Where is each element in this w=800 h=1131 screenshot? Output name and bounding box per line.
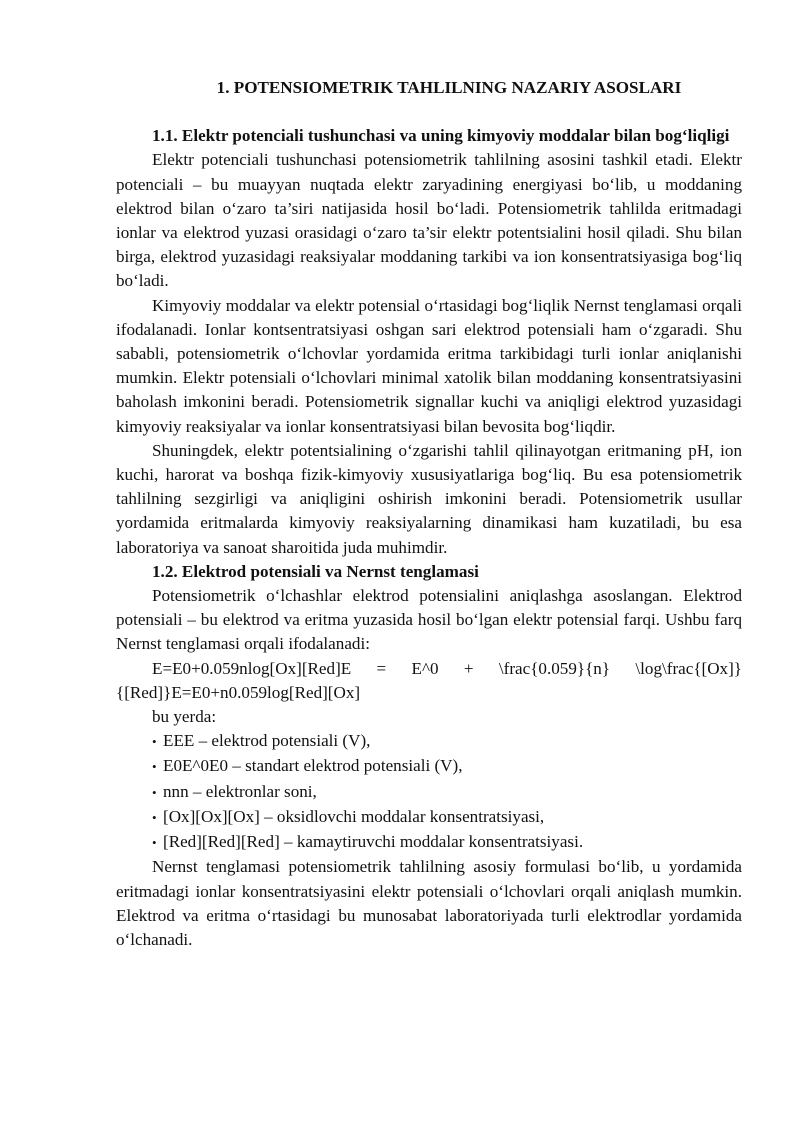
section-title-1-1: 1.1. Elektr potenciali tushunchasi va uning kimyoviy moddalar bilan bog‘liqligi [152,126,730,146]
chapter-title: 1. POTENSIOMETRIK TAHLILNING NAZARIY ASOSLARI [216,78,682,97]
bullet-icon: • [152,784,157,800]
bullet-icon: • [152,759,157,775]
paragraph: Kimyoviy moddalar va elektr potensial o‘rtasidagi bog‘liqlik Nernst tenglamasi orqali ifodalanadi. Ionlar kontsentratsiyasi oshgan sari elektrod potensiali ham o‘zgaradi. Shu sababli, potensiometrik o‘lchovlar yordamida eritma tarkibidagi turli ionlar aniqlanishi mumkin. Elektr potensiali o‘lchovlari minimal xatolik bilan moddaning konsentratsiyasini baholash imkonini beradi. Potensiometrik signallar kuchi va aniqligi elektrod yuzasidagi kimyoviy reaksiyalar va ionlar konsentratsiyasi bilan bevosita bog‘liqdir. [116,295,742,436]
definition-list [116,729,742,855]
list-item-text: nnn – elektronlar soni, [163,781,317,801]
nernst-formula: E=E0+0.059nlog[Ox][Red]E = E^0 + \frac{0.059}{n} \log\frac{[Ox]}{[Red]}E=E0+n0.059log[Red][Ox] [116,658,742,702]
paragraph: Nernst tenglamasi potensiometrik tahlilning asosiy formulasi bo‘lib, u yordamida eritmadagi ionlar konsentratsiyasini elektr potensiali o‘lchovlari orqali aniqlash mumkin. Elektrod va eritma o‘rtasidagi bu munosabat laboratoriyada turli elektrodlar yordamida o‘lchanadi. [116,857,742,949]
paragraph: Potensiometrik o‘lchashlar elektrod potensialini aniqlashga asoslangan. Elektrod potensiali – bu elektrod va eritma yuzasida hosil bo‘lgan elektr potensial farqi. Ushbu farq Nernst tenglamasi orqali ifodalanadi: [116,586,742,654]
list-item [152,830,742,855]
list-item [152,729,742,754]
list-item-text: E0E^0E0 – standart elektrod potensiali (V), [163,756,463,776]
bullet-icon: • [152,809,157,825]
bullet-icon: • [152,734,157,750]
list-item [152,805,742,830]
paragraph: Shuningdek, elektr potentsialining o‘zgarishi tahlil qilinayotgan eritmaning pH, ion kuchi, harorat va boshqa fizik-kimyoviy xususiyatlariga bog‘liq. Bu esa potensiometrik tahlilning sezgirligi va aniqligini oshirish imkonini beradi. Potensiometrik usullar yordamida eritmalarda kimyoviy reaksiyalarning dinamikasi ham kuzatiladi, bu esa laboratoriya va sanoat sharoitida juda muhimdir. [116,440,742,557]
list-item-text: [Ox][Ox][Ox] – oksidlovchi moddalar konsentratsiyasi, [163,806,545,826]
list-item [152,780,742,805]
document-page [116,76,742,952]
list-item-text: [Red][Red][Red] – kamaytiruvchi moddalar konsentratsiyasi. [163,832,584,852]
bullet-icon: • [152,835,157,851]
list-item-text: EEE – elektrod potensiali (V), [163,731,371,751]
list-item [152,754,742,779]
where-label: bu yerda: [152,707,217,727]
section-title-1-2: 1.2. Elektrod potensiali va Nernst tenglamasi [152,561,479,581]
paragraph: Elektr potenciali tushunchasi potensiometrik tahlilning asosini tashkil etadi. Elektr potenciali – bu muayyan nuqtada elektr zaryadining energiyasi bo‘lib, u moddaning elektrod bilan o‘zaro ta’siri natijasida hosil bo‘ladi. Potensiometrik tahlilda eritmadagi ionlar va elektrod yuzasi orasidagi o‘zaro ta’sir elektr potentsialini hosil qiladi. Shu bilan birga, elektrod yuzasidagi reaksiyalar moddaning tarkibi va ion konsentratsiyasiga bog‘liq bo‘ladi. [116,150,742,291]
